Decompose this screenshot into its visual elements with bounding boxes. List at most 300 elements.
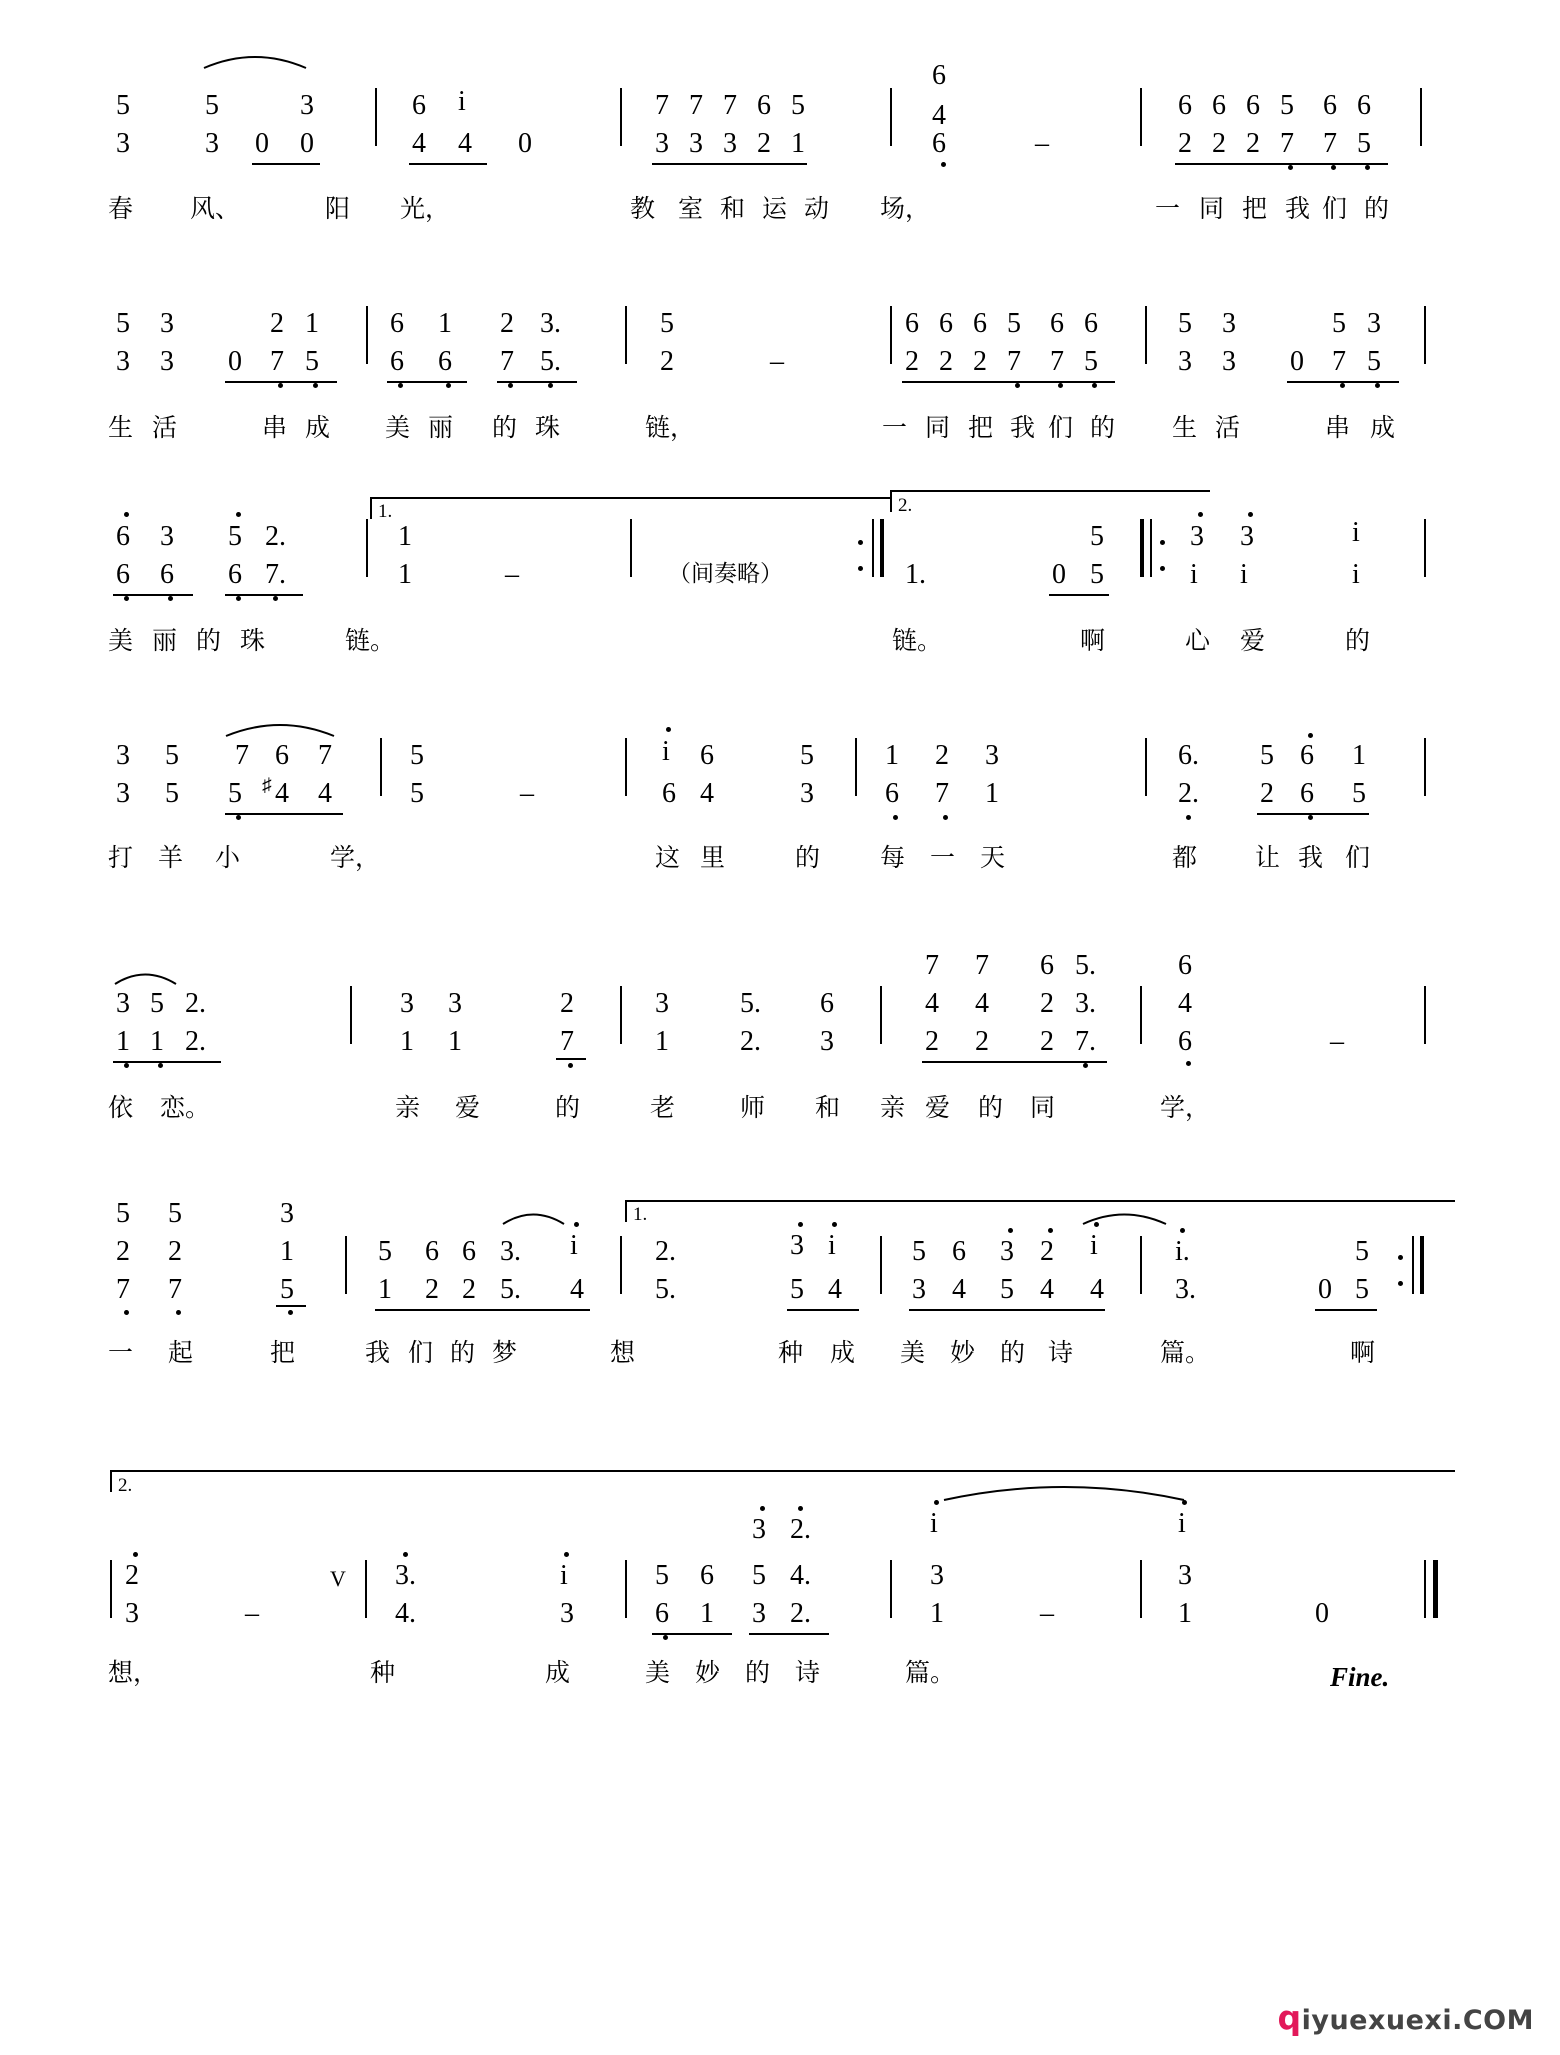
lyric: 啊 — [1080, 626, 1106, 655]
octave-dot — [158, 1063, 163, 1068]
octave-dot — [1058, 383, 1063, 388]
note: 5 — [1090, 521, 1104, 552]
note: 3 — [912, 1274, 926, 1305]
note: 3 — [1190, 521, 1204, 552]
note: 3 — [160, 308, 174, 339]
note: 5 — [116, 1198, 130, 1229]
note: 7 — [1050, 346, 1064, 377]
barline — [620, 986, 622, 1044]
note: 6 — [885, 778, 899, 809]
lyric: 链。 — [892, 626, 943, 655]
note: 5 — [655, 1560, 669, 1591]
note: 0 — [1318, 1274, 1332, 1305]
barline — [350, 986, 352, 1044]
note: 3 — [116, 988, 130, 1019]
beam — [276, 1305, 306, 1307]
note: 2 — [425, 1274, 439, 1305]
beam — [409, 163, 487, 165]
repeat-dot — [1160, 566, 1165, 571]
note: 4 — [412, 128, 426, 159]
octave-dot — [548, 383, 553, 388]
note: 1 — [700, 1598, 714, 1629]
note: 3 — [1240, 521, 1254, 552]
barline — [1412, 1236, 1414, 1294]
note: 3 — [752, 1514, 766, 1545]
note: 2. — [265, 521, 286, 552]
lyric: 一 — [882, 413, 908, 442]
note: 6 — [275, 740, 289, 771]
note: 6 — [462, 1236, 476, 1267]
note: 5 — [1084, 346, 1098, 377]
note: 0 — [518, 128, 532, 159]
note: 3 — [160, 346, 174, 377]
octave-dot — [124, 512, 129, 517]
note: 5 — [1355, 1274, 1369, 1305]
note: 5 — [1007, 308, 1021, 339]
note: 5 — [410, 778, 424, 809]
lyric: 成 — [1370, 413, 1396, 442]
note: 5 — [165, 778, 179, 809]
note: 3 — [930, 1560, 944, 1591]
lyric: 美 — [900, 1338, 926, 1367]
lyric: 生 — [108, 413, 134, 442]
barline — [375, 88, 377, 146]
note: 4. — [790, 1560, 811, 1591]
volta-1-label: 1. — [378, 501, 393, 522]
dash: – — [1035, 128, 1049, 159]
note: 2 — [462, 1274, 476, 1305]
lyric: 天 — [980, 843, 1006, 872]
note: 3 — [400, 988, 414, 1019]
octave-dot — [1094, 1222, 1099, 1227]
note: i — [560, 1560, 568, 1591]
octave-dot — [1008, 1228, 1013, 1233]
note: 2. — [185, 988, 206, 1019]
note: 6 — [662, 778, 676, 809]
lyric: 亲 — [395, 1093, 421, 1122]
note: i — [1090, 1230, 1098, 1261]
lyric: 这 — [655, 843, 681, 872]
lyric: 和 — [815, 1093, 841, 1122]
note: 6 — [390, 308, 404, 339]
octave-dot — [760, 1506, 765, 1511]
lyric: 一 — [930, 843, 956, 872]
dash: – — [770, 346, 784, 377]
barline — [880, 1236, 882, 1294]
barline — [1424, 519, 1426, 577]
note: 3 — [300, 90, 314, 121]
barline — [620, 1236, 622, 1294]
lyric: 心 — [1185, 626, 1211, 655]
note: 5 — [790, 1274, 804, 1305]
note: 6 — [412, 90, 426, 121]
barline — [1145, 738, 1147, 796]
note: 1 — [1178, 1598, 1192, 1629]
barline — [110, 1560, 112, 1618]
note: 1 — [438, 308, 452, 339]
lyric: 妙 — [695, 1658, 721, 1687]
note: 3 — [205, 128, 219, 159]
beam — [225, 813, 343, 815]
octave-dot — [168, 596, 173, 601]
note: 2. — [185, 1026, 206, 1057]
lyric: 阳 — [325, 194, 351, 223]
note: 6 — [1178, 90, 1192, 121]
note: 5 — [752, 1560, 766, 1591]
note: 5 — [280, 1274, 294, 1305]
note: 2 — [975, 1026, 989, 1057]
watermark-text: iyuexuexi.COM — [1301, 2005, 1534, 2036]
note: 3 — [1222, 346, 1236, 377]
final-barline — [1433, 1560, 1438, 1618]
note: 3 — [1178, 1560, 1192, 1591]
note: 4 — [1090, 1274, 1104, 1305]
octave-dot — [832, 1222, 837, 1227]
beam — [902, 381, 1115, 383]
note: 3 — [116, 778, 130, 809]
note: 3 — [800, 778, 814, 809]
barline — [1140, 1560, 1142, 1618]
lyric: 诗 — [1048, 1338, 1074, 1367]
lyric: 一 — [1155, 194, 1181, 223]
note: 5 — [378, 1236, 392, 1267]
note: 6 — [820, 988, 834, 1019]
note: 6 — [932, 128, 946, 159]
note: 6 — [700, 1560, 714, 1591]
lyric: 我 — [1285, 194, 1311, 223]
octave-dot — [564, 1552, 569, 1557]
lyric: 亲 — [880, 1093, 906, 1122]
lyric: 的 — [1364, 194, 1390, 223]
lyric: 篇。 — [1160, 1338, 1211, 1367]
barline — [366, 306, 368, 364]
note: 4 — [952, 1274, 966, 1305]
repeat-dot — [858, 566, 863, 571]
octave-dot — [124, 1310, 129, 1315]
note: 5 — [912, 1236, 926, 1267]
volta-2-label: 2. — [898, 495, 913, 516]
barline — [1424, 1560, 1426, 1618]
lyric: 的 — [196, 626, 222, 655]
lyric: 的 — [1090, 413, 1116, 442]
lyric: 串 — [262, 413, 288, 442]
note: 3 — [125, 1598, 139, 1629]
barline — [630, 519, 632, 577]
note: 5. — [500, 1274, 521, 1305]
octave-dot — [1092, 383, 1097, 388]
note: 3 — [448, 988, 462, 1019]
note: 1 — [305, 308, 319, 339]
note: 7 — [560, 1026, 574, 1057]
lyric: 老 — [650, 1093, 676, 1122]
octave-dot — [1198, 512, 1203, 517]
note: 7 — [500, 346, 514, 377]
note: 7 — [116, 1274, 130, 1305]
octave-dot — [1015, 383, 1020, 388]
note: 7 — [270, 346, 284, 377]
note: 4 — [700, 778, 714, 809]
note: i — [458, 86, 466, 117]
lyric: 珠 — [240, 626, 266, 655]
lyric: 同 — [1030, 1093, 1056, 1122]
barline-thick — [1420, 1236, 1424, 1294]
note: 3 — [116, 740, 130, 771]
lyric: 让 — [1255, 843, 1281, 872]
lyric: 珠 — [535, 413, 561, 442]
lyric: 我 — [365, 1338, 391, 1367]
lyric: 恋。 — [160, 1093, 211, 1122]
beam — [787, 1309, 859, 1311]
lyric: 同 — [1199, 194, 1225, 223]
lyric: 啊 — [1350, 1338, 1376, 1367]
barline — [625, 738, 627, 796]
note: 3 — [1222, 308, 1236, 339]
barline — [855, 738, 857, 796]
volta-2-hook — [890, 490, 892, 512]
lyric: 每 — [880, 843, 906, 872]
lyric: 光， — [400, 194, 451, 223]
lyric: 美 — [645, 1658, 671, 1687]
barline — [365, 1560, 367, 1618]
note: 7 — [1332, 346, 1346, 377]
lyric: 梦 — [492, 1338, 518, 1367]
note: 5. — [740, 988, 761, 1019]
octave-dot — [1186, 815, 1191, 820]
beam — [749, 1633, 829, 1635]
octave-dot — [798, 1222, 803, 1227]
note: 5 — [791, 90, 805, 121]
lyric: 的 — [745, 1658, 771, 1687]
note: 1 — [378, 1274, 392, 1305]
note: 6 — [1178, 1026, 1192, 1057]
note: 0 — [255, 128, 269, 159]
note: 7 — [1323, 128, 1337, 159]
note: 6 — [655, 1598, 669, 1629]
lyric: 美 — [385, 413, 411, 442]
note: 5 — [1000, 1274, 1014, 1305]
barline — [345, 1236, 347, 1294]
octave-dot — [288, 1310, 293, 1315]
note: 7 — [655, 90, 669, 121]
octave-dot — [943, 815, 948, 820]
note: 3 — [655, 128, 669, 159]
lyric: 的 — [978, 1093, 1004, 1122]
note: 2 — [1178, 128, 1192, 159]
lyric: 室 — [678, 194, 704, 223]
note: 5. — [655, 1274, 676, 1305]
octave-dot — [446, 383, 451, 388]
barline — [1145, 306, 1147, 364]
lyric: 妙 — [950, 1338, 976, 1367]
note: 2. — [655, 1236, 676, 1267]
note: 5. — [540, 346, 561, 377]
note: 7. — [265, 559, 286, 590]
note: i — [1178, 1508, 1186, 1539]
lyric: 小 — [215, 843, 241, 872]
barline — [1424, 738, 1426, 796]
note: 0 — [1315, 1598, 1329, 1629]
octave-dot — [1308, 815, 1313, 820]
octave-dot — [278, 383, 283, 388]
site-watermark — [1277, 1998, 1534, 2037]
note: 3 — [116, 128, 130, 159]
lyric: 动 — [804, 194, 830, 223]
dash: – — [520, 778, 534, 809]
lyric: 想 — [610, 1338, 636, 1367]
volta-1-label: 1. — [633, 1204, 648, 1225]
note: 0 — [228, 346, 242, 377]
note: 6 — [228, 559, 242, 590]
note: 3. — [540, 308, 561, 339]
lyric: 成 — [830, 1338, 856, 1367]
volta-1-hook — [625, 1200, 627, 1222]
note: i — [930, 1508, 938, 1539]
note: 5 — [1280, 90, 1294, 121]
note: 1 — [985, 778, 999, 809]
barline-thick — [880, 519, 884, 577]
note: 5 — [165, 740, 179, 771]
barline — [890, 88, 892, 146]
note: 6 — [1178, 950, 1192, 981]
octave-dot — [236, 596, 241, 601]
note: 2 — [125, 1560, 139, 1591]
note: 3 — [280, 1198, 294, 1229]
slur-icon — [222, 718, 342, 740]
octave-dot — [934, 1500, 939, 1505]
note: 5 — [1357, 128, 1371, 159]
lyric: 们 — [1345, 843, 1371, 872]
barline-thick — [1140, 519, 1144, 577]
note: i — [1352, 517, 1360, 548]
lyric: 爱 — [1240, 626, 1266, 655]
note: 1 — [791, 128, 805, 159]
note: 5 — [1090, 559, 1104, 590]
note: 6 — [939, 308, 953, 339]
barline — [890, 306, 892, 364]
lyric: 丽 — [152, 626, 178, 655]
octave-dot — [1288, 165, 1293, 170]
note: 2 — [1040, 1236, 1054, 1267]
barline — [625, 306, 627, 364]
octave-dot — [798, 1506, 803, 1511]
octave-dot — [508, 383, 513, 388]
lyric: 链。 — [345, 626, 396, 655]
octave-dot — [1340, 383, 1345, 388]
barline — [1140, 986, 1142, 1044]
beam — [922, 1061, 1107, 1063]
note: 6 — [116, 521, 130, 552]
note: 3 — [790, 1230, 804, 1261]
barline — [880, 986, 882, 1044]
volta-1-line — [625, 1200, 1455, 1202]
lyric: 美 — [108, 626, 134, 655]
octave-dot — [1308, 733, 1313, 738]
note: 5 — [1332, 308, 1346, 339]
lyric: 一 — [108, 1338, 134, 1367]
octave-dot — [1365, 165, 1370, 170]
note: i — [662, 736, 670, 767]
octave-dot — [1375, 383, 1380, 388]
note: i. — [1175, 1236, 1190, 1267]
lyric: 师 — [740, 1093, 766, 1122]
note: 5 — [1352, 778, 1366, 809]
octave-dot — [124, 596, 129, 601]
note: 0 — [300, 128, 314, 159]
note: 0 — [1052, 559, 1066, 590]
dash: – — [1330, 1026, 1344, 1057]
note: 7 — [318, 740, 332, 771]
beam — [252, 163, 320, 165]
barline — [872, 519, 874, 577]
note: 6 — [1040, 950, 1054, 981]
note: 7 — [723, 90, 737, 121]
lyric: 诗 — [795, 1658, 821, 1687]
beam — [1257, 813, 1369, 815]
octave-dot — [313, 383, 318, 388]
lyric: 活 — [152, 413, 178, 442]
octave-dot — [1083, 1063, 1088, 1068]
note: i — [1240, 559, 1248, 590]
note: 7 — [935, 778, 949, 809]
note: 2 — [1260, 778, 1274, 809]
lyric: 依 — [108, 1093, 134, 1122]
note: 2. — [790, 1514, 811, 1545]
lyric: 学， — [1160, 1093, 1211, 1122]
slur-icon — [112, 968, 182, 988]
barline — [1140, 88, 1142, 146]
lyric: 们 — [1322, 194, 1348, 223]
note: 6 — [932, 60, 946, 91]
note: 6. — [1178, 740, 1199, 771]
octave-dot — [1186, 1061, 1191, 1066]
volta-1-line — [370, 497, 890, 499]
note: 6 — [160, 559, 174, 590]
lyric: 想， — [108, 1658, 159, 1687]
lyric: 把 — [968, 413, 994, 442]
lyric: 都 — [1172, 843, 1198, 872]
octave-dot — [403, 1552, 408, 1557]
note: 6 — [425, 1236, 439, 1267]
note: 3 — [1367, 308, 1381, 339]
repeat-dot — [858, 540, 863, 545]
note: 3 — [723, 128, 737, 159]
note: 4 — [828, 1274, 842, 1305]
note: 5. — [1075, 950, 1096, 981]
note: 5 — [228, 521, 242, 552]
note: 2 — [168, 1236, 182, 1267]
note: 2 — [660, 346, 674, 377]
octave-dot — [1331, 165, 1336, 170]
repeat-dot — [1160, 540, 1165, 545]
note: 2 — [1212, 128, 1226, 159]
note: 3. — [395, 1560, 416, 1591]
note: 1 — [280, 1236, 294, 1267]
octave-dot — [176, 1310, 181, 1315]
beam — [1315, 1309, 1377, 1311]
note: 5 — [1355, 1236, 1369, 1267]
note: 5 — [116, 90, 130, 121]
note: 5 — [1260, 740, 1274, 771]
note: 1 — [930, 1598, 944, 1629]
octave-dot — [666, 727, 671, 732]
note: 2 — [757, 128, 771, 159]
note: 5 — [410, 740, 424, 771]
volta-2-label: 2. — [118, 1475, 133, 1496]
note: 1 — [116, 1026, 130, 1057]
note: 3 — [752, 1598, 766, 1629]
barline — [366, 519, 368, 577]
note: 2 — [500, 308, 514, 339]
